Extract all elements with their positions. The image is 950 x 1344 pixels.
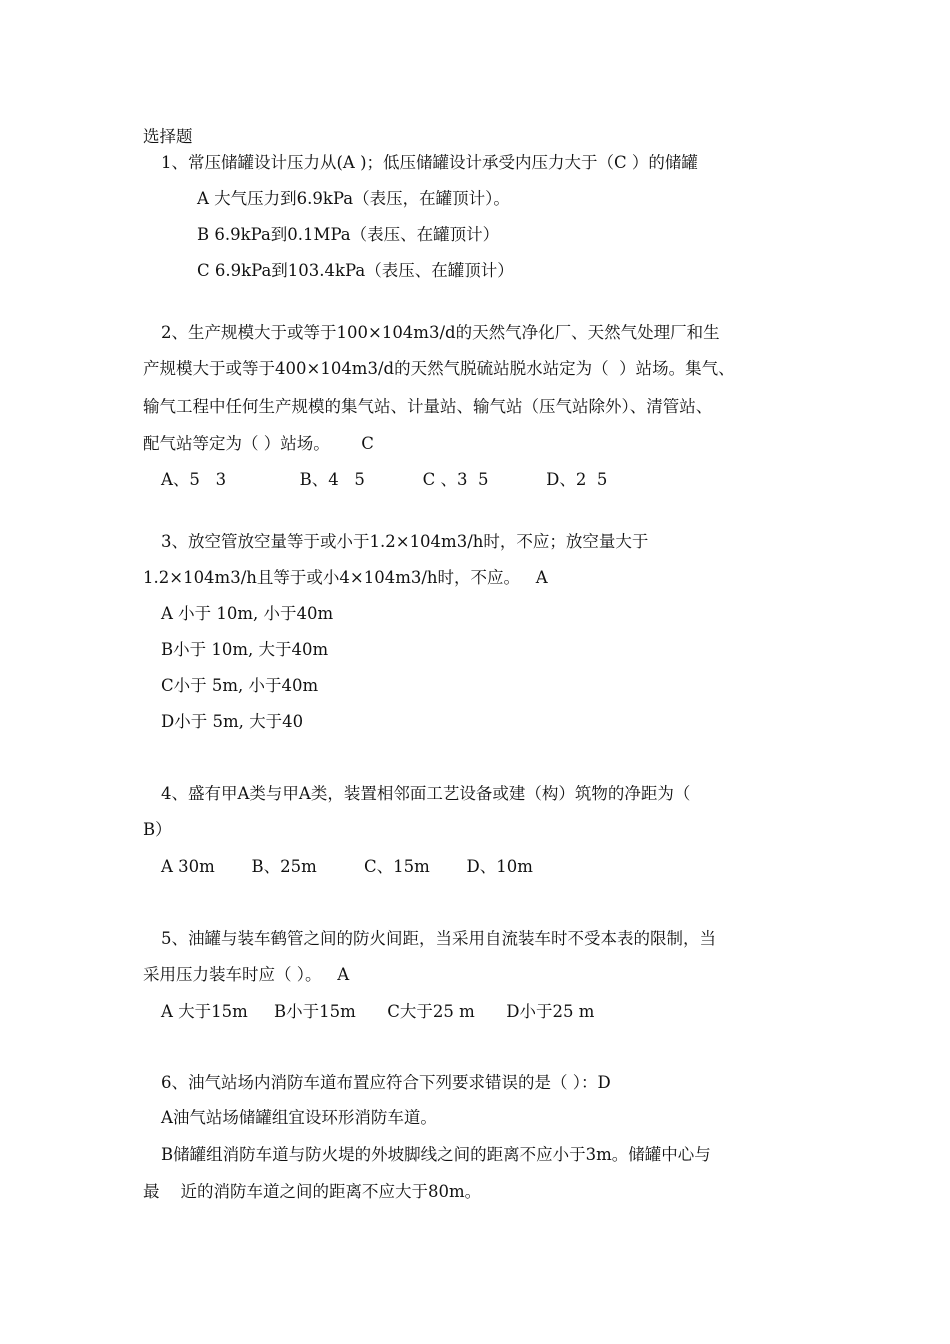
question-1-option-a: A 大气压力到6.9kPa（表压，在罐顶计）。 bbox=[197, 189, 510, 208]
question-6-option-b-line-1: B储罐组消防车道与防火堤的外坡脚线之间的距离不应小于3m。储罐中心与 bbox=[161, 1145, 711, 1164]
question-1-text: 1、常压储罐设计压力从(A )；低压储罐设计承受内压力大于（C ）的储罐 bbox=[161, 153, 698, 172]
question-6-option-a: A油气站场储罐组宜设环形消防车道。 bbox=[161, 1108, 437, 1127]
question-2-text-line-2: 产规模大于或等于400×104m3/d的天然气脱硫站脱水站定为（ ）站场。集气、 bbox=[143, 359, 735, 378]
question-4-text-line-2: B） bbox=[143, 820, 172, 839]
question-2-text-line-4: 配气站等定为（ ）站场。 C bbox=[143, 434, 374, 453]
question-1-option-c: C 6.9kPa到103.4kPa（表压、在罐顶计） bbox=[197, 261, 514, 280]
question-3-option-a: A 小于 10m, 小于40m bbox=[161, 604, 334, 623]
question-5-text-line-2: 采用压力装车时应（ ）。 A bbox=[143, 965, 350, 984]
question-3-option-c: C小于 5m, 小于40m bbox=[161, 676, 319, 695]
question-3-text-line-2: 1.2×104m3/h且等于或小4×104m3/h时，不应。 A bbox=[143, 568, 548, 587]
question-4-text-line-1: 4、盛有甲A类与甲A类，装置相邻面工艺设备或建（构）筑物的净距为（ bbox=[161, 784, 691, 803]
question-3-text-line-1: 3、放空管放空量等于或小于1.2×104m3/h时，不应；放空量大于 bbox=[161, 532, 649, 551]
section-title: 选择题 bbox=[143, 127, 193, 146]
question-4-options: A 30m B、25m C、15m D、10m bbox=[161, 857, 533, 876]
question-2-text-line-1: 2、生产规模大于或等于100×104m3/d的天然气净化厂、天然气处理厂和生 bbox=[161, 323, 720, 342]
question-6-option-b-line-2: 最 近的消防车道之间的距离不应大于80m。 bbox=[143, 1182, 482, 1201]
question-5-text-line-1: 5、油罐与装车鹤管之间的防火间距，当采用自流装车时不受本表的限制，当 bbox=[161, 929, 716, 948]
question-2-options: A、5 3 B、4 5 C 、3 5 D、2 5 bbox=[161, 470, 608, 489]
question-2-text-line-3: 输气工程中任何生产规模的集气站、计量站、输气站（压气站除外）、清管站、 bbox=[143, 397, 713, 416]
question-6-text: 6、油气站场内消防车道布置应符合下列要求错误的是（ ）：D bbox=[161, 1073, 611, 1092]
question-3-option-d: D小于 5m, 大于40 bbox=[161, 712, 304, 731]
question-1-option-b: B 6.9kPa到0.1MPa（表压、在罐顶计） bbox=[197, 225, 500, 244]
question-3-option-b: B小于 10m, 大于40m bbox=[161, 640, 329, 659]
question-5-options: A 大于15m B小于15m C大于25 m D小于25 m bbox=[161, 1002, 595, 1021]
